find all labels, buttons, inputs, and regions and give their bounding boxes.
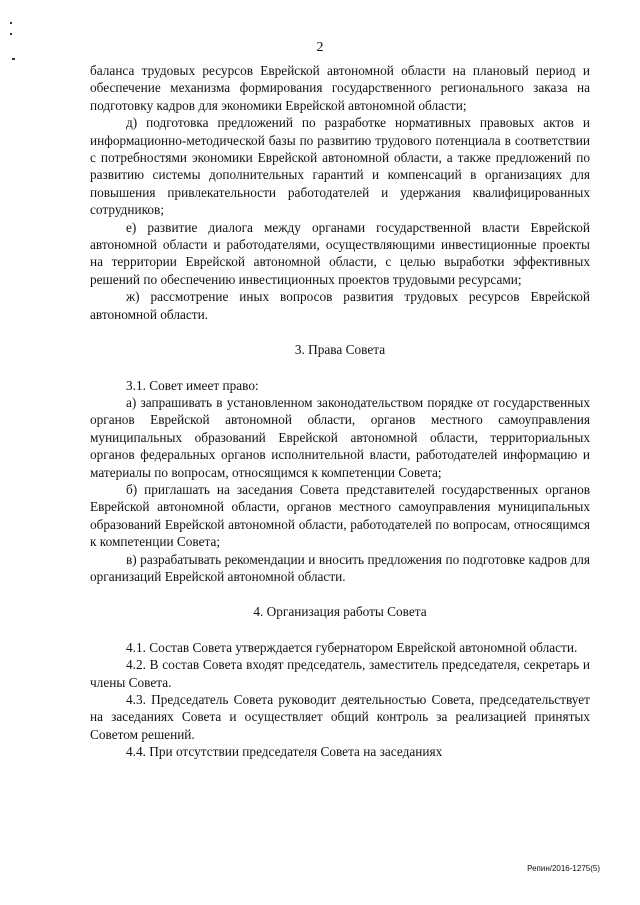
list-item-v: в) разрабатывать рекомендации и вносить предложения по подготовке кадров для организаций Еврейской автономной области. — [90, 551, 590, 584]
scan-artifact-mark — [10, 22, 12, 24]
document-body — [90, 62, 590, 761]
section-heading-organization: 4. Организация работы Совета — [253, 604, 427, 620]
list-item-zh: ж) рассмотрение иных вопросов развития трудовых ресурсов Еврейской автономной области. — [90, 289, 590, 322]
list-item-e: е) развитие диалога между органами государственной власти Еврейской автономной области и работодателями, осуществляющими инвестиционные проекты на территории Еврейской автономной области, с целью выработки эффективных решений по обеспечению инвестиционных проектов трудовыми ресурсами; — [90, 219, 590, 287]
list-item-d: д) подготовка предложений по разработке нормативных правовых актов и информационно-методической базы по развитию трудового потенциала в соответствии с потребностями экономики Еврейской автономной области, а также предложений по развитию системы дополнительных гарантий и компенсаций в организациях для повышения привлекательности работодателей и удержания квалифицированных сотрудников; — [90, 115, 590, 218]
clause-3-1: 3.1. Совет имеет право: — [126, 377, 259, 393]
list-item-a: а) запрашивать в установленном законодательством порядке от государственных органов Еврейской автономной области, органов местного самоуправления муниципальных образований Еврейской автономной области, территориальных органов федеральных органов исполнительной власти, работодателей информацию и материалы по вопросам, относящимся к компетенции Совета; — [90, 394, 590, 480]
paragraph-balance-continuation: баланса трудовых ресурсов Еврейской автономной области на плановый период и обеспечение механизма формирования государственного регионального заказа на подготовку кадров для экономики Еврейской автономной области; — [90, 63, 590, 113]
scan-artifact-mark — [10, 33, 12, 35]
document-reference-code: Репин/2016-1275(5) — [527, 864, 600, 873]
section-heading-rights: 3. Права Совета — [294, 342, 386, 358]
clause-4-1: 4.1. Состав Совета утверждается губернатором Еврейской автономной области. — [126, 639, 578, 655]
clause-4-2: 4.2. В состав Совета входят председатель, заместитель председателя, секретарь и члены Совета. — [90, 657, 590, 690]
clause-4-4: 4.4. При отсутствии председателя Совета на заседаниях — [126, 744, 443, 760]
list-item-b: б) приглашать на заседания Совета представителей государственных органов Еврейской автономной области, органов местного самоуправления муниципальных образований Еврейской автономной области, работодателей по вопросам, относящимся к компетенции Совета; — [90, 481, 590, 550]
page-number: 2 — [316, 40, 324, 55]
clause-4-3: 4.3. Председатель Совета руководит деятельностью Совета, председательствует на заседаниях Совета и осуществляет общий контроль за реализацией принятых Советом решений. — [90, 692, 590, 742]
scan-artifact-mark — [12, 58, 15, 60]
